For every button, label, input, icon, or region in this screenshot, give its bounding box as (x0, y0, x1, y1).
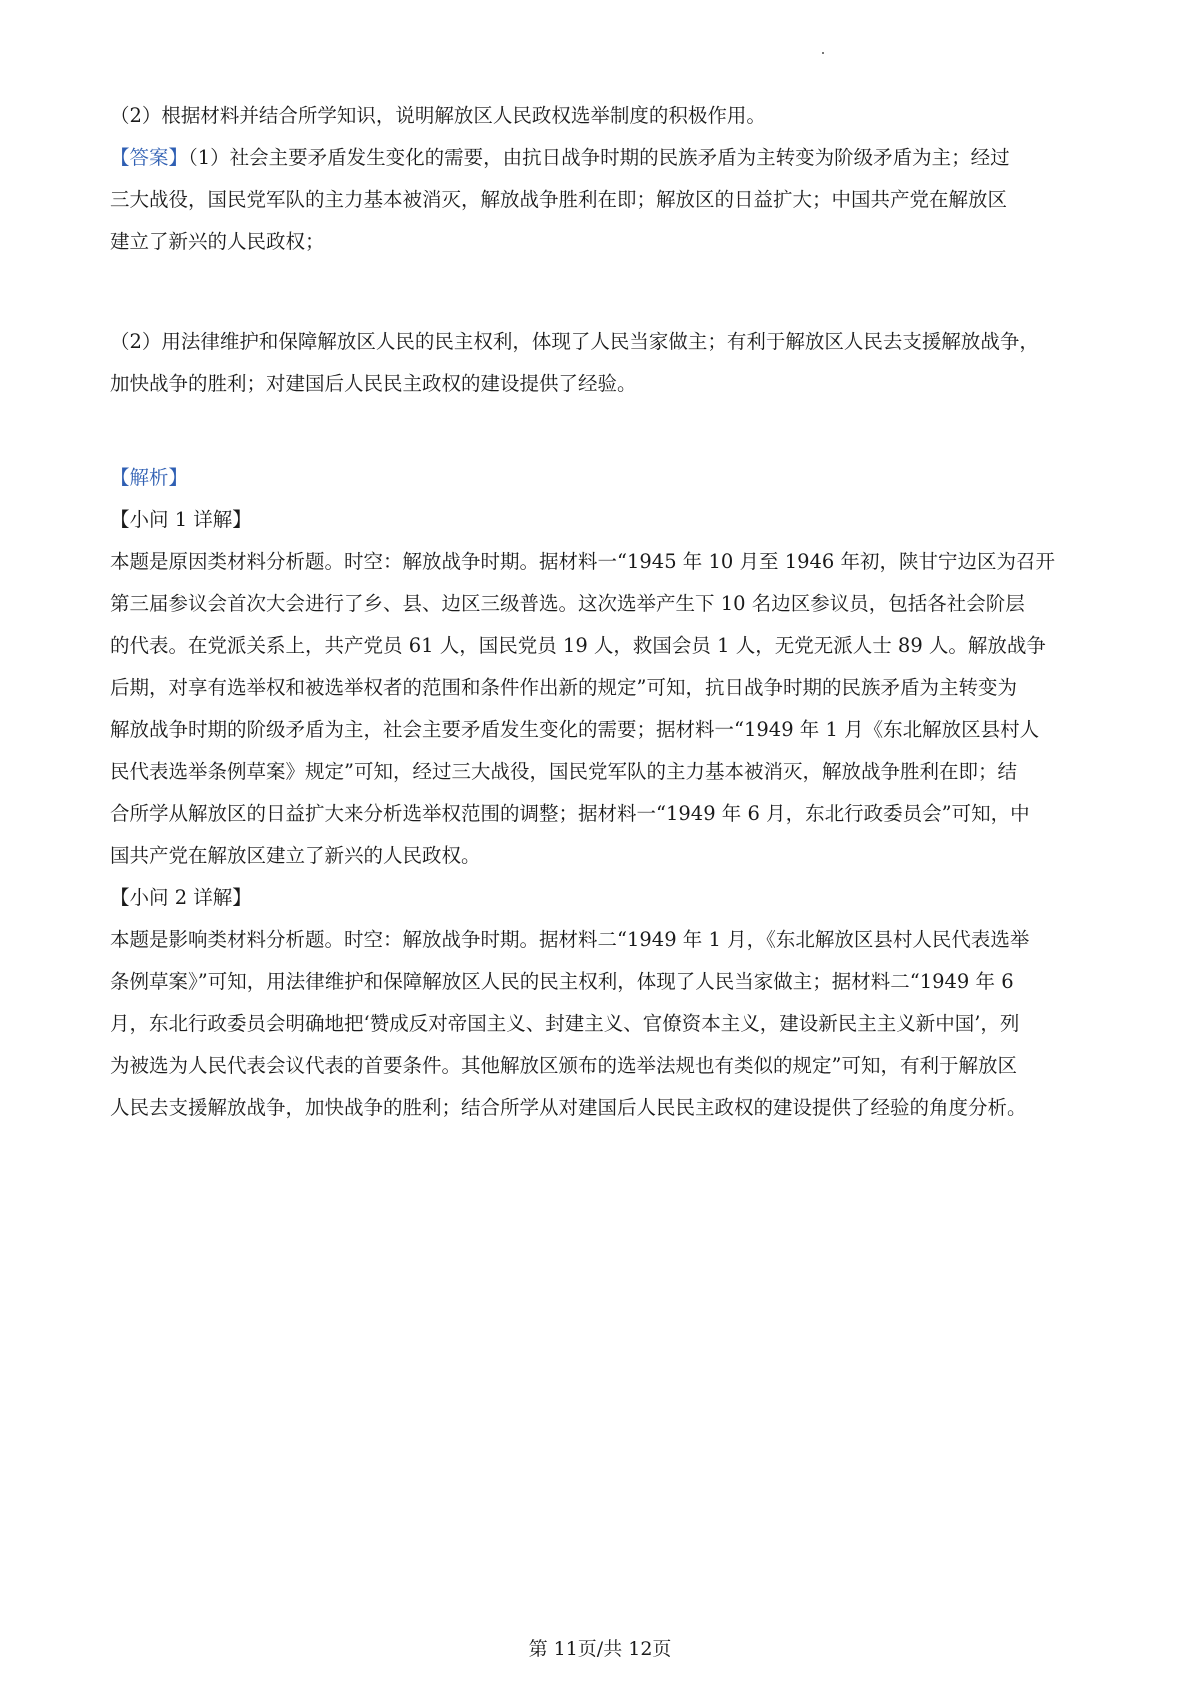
answer-part2-line1: （2）用法律维护和保障解放区人民的民主权利，体现了人民当家做主；有利于解放区人民去支援解放战争， (110, 330, 1039, 353)
subquestion-1-line: 解放战争时期的阶级矛盾为主，社会主要矛盾发生变化的需要；据材料一“1949 年 1 月《东北解放区县村人 (110, 718, 1040, 741)
answer-part1-text: （1）社会主要矛盾发生变化的需要，由抗日战争时期的民族矛盾为主转变为阶级矛盾为主；经过 (188, 146, 1010, 169)
subquestion-2-heading: 【小问 2 详解】 (110, 886, 252, 909)
subquestion-1-line: 合所学从解放区的日益扩大来分析选举权范围的调整；据材料一“1949 年 6 月，东北行政委员会”可知，中 (110, 802, 1030, 825)
answer-part2-line2: 加快战争的胜利；对建国后人民民主政权的建设提供了经验。 (110, 372, 637, 395)
spacer (110, 263, 1100, 321)
subquestion-1-line: 民代表选举条例草案》规定”可知，经过三大战役，国民党军队的主力基本被消灭，解放战争胜利在即；结 (110, 760, 1017, 783)
question-2-prompt: （2）根据材料并结合所学知识，说明解放区人民政权选举制度的积极作用。 (110, 104, 766, 127)
subquestion-2-line: 为被选为人民代表会议代表的首要条件。其他解放区颁布的选举法规也有类似的规定”可知，有利于解放区 (110, 1054, 1017, 1077)
scan-speck (822, 52, 824, 54)
subquestion-1-line: 后期，对享有选举权和被选举权者的范围和条件作出新的规定”可知，抗日战争时期的民族矛盾为主转变为 (110, 676, 1017, 699)
subquestion-1-heading: 【小问 1 详解】 (110, 508, 252, 531)
answer-part1-line2: 三大战役，国民党军队的主力基本被消灭，解放战争胜利在即；解放区的日益扩大；中国共产党在解放区 (110, 188, 1008, 211)
page-footer: 第 11页/共 12页 (528, 1638, 672, 1660)
analysis-label: 【解析】 (110, 466, 189, 489)
subquestion-1-line: 本题是原因类材料分析题。时空：解放战争时期。据材料一“1945 年 10 月至 1946 年初，陕甘宁边区为召开 (110, 550, 1056, 573)
answer-label: 【答案】 (110, 146, 189, 169)
subquestion-2-line: 本题是影响类材料分析题。时空：解放战争时期。据材料二“1949 年 1 月，《东北解放区县村人民代表选举 (110, 928, 1030, 951)
answer-part1-line3: 建立了新兴的人民政权； (110, 230, 325, 253)
subquestion-1-line: 的代表。在党派关系上，共产党员 61 人，国民党员 19 人，救国会员 1 人，无党无派人士 89 人。解放战争 (110, 634, 1046, 657)
subquestion-2-line: 条例草案》”可知，用法律维护和保障解放区人民的民主权利，体现了人民当家做主；据材料二“1949 年 6 (110, 970, 1014, 993)
subquestion-2-body (110, 919, 1100, 1129)
analysis-section (110, 457, 1100, 1129)
subquestion-1-line: 国共产党在解放区建立了新兴的人民政权。 (110, 844, 481, 867)
subquestion-2-line: 月，东北行政委员会明确地把‘赞成反对帝国主义、封建主义、官僚资本主义，建设新民主主义新中国’，列 (110, 1012, 1020, 1035)
spacer (110, 405, 1100, 457)
subquestion-1-line: 第三届参议会首次大会进行了乡、县、边区三级普选。这次选举产生下 10 名边区参议员，包括各社会阶层 (110, 592, 1025, 615)
subquestion-2-line: 人民去支援解放战争，加快战争的胜利；结合所学从对建国后人民民主政权的建设提供了经验的角度分析。 (110, 1096, 1027, 1119)
answer-section (110, 137, 1100, 405)
answer-part1-line1 (110, 137, 1100, 179)
subquestion-1-body (110, 541, 1100, 877)
page-content (110, 95, 1100, 1129)
